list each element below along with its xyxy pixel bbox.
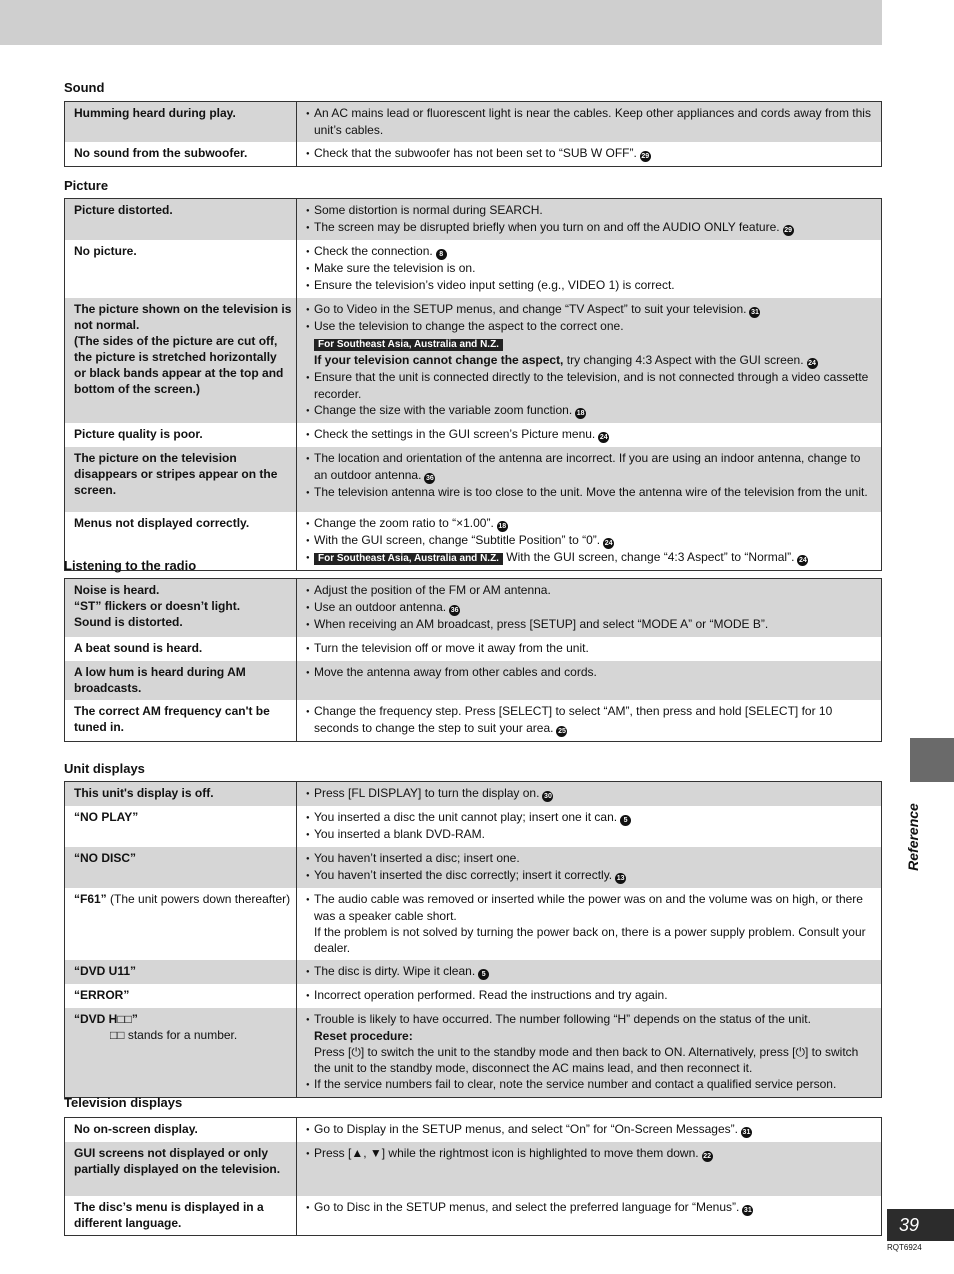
remedy-cell: ● Move the antenna away from other cables and cords. xyxy=(297,661,882,700)
page-ref-icon: 8 xyxy=(436,249,447,260)
table-row xyxy=(65,984,882,1008)
table-row xyxy=(65,423,882,447)
section-title-tv: Television displays xyxy=(64,1095,183,1110)
symptom-cell: “F61” (The unit powers down thereafter) xyxy=(65,888,297,960)
document-code: RQT6924 xyxy=(887,1243,922,1252)
table-row xyxy=(65,447,882,512)
symptom-cell: “NO PLAY” xyxy=(65,806,297,847)
table-row xyxy=(65,661,882,700)
page-ref-icon: 13 xyxy=(616,875,625,882)
reference-tab-block xyxy=(910,738,954,782)
symptom-cell: The picture shown on the television is not normal. (The sides of the picture are cut off, the picture is stretched horizontally or black bands appear at the top and bottom of the screen.) xyxy=(65,298,297,423)
remedy-cell: ● Press [FL DISPLAY] to turn the display on. 30 xyxy=(297,782,882,807)
remedy-cell: ● Check that the subwoofer has not been set to “SUB W OFF”. 29 xyxy=(297,142,882,167)
page-ref-icon: 24 xyxy=(808,360,816,367)
section-title-unit: Unit displays xyxy=(64,761,145,776)
table-radio xyxy=(64,578,882,742)
symptom-cell: “DVD U11” xyxy=(65,960,297,984)
remedy-cell: ● The audio cable was removed or inserted while the power was on and the volume was on high, or there was a speaker cable short. If the problem is not solved by turning the power back on, there is a power supply problem. Consult your dealer. xyxy=(297,888,882,960)
page-ref-icon: 31 xyxy=(742,1129,751,1136)
section-title-sound: Sound xyxy=(64,80,105,95)
remedy-cell: ● You haven’t inserted a disc; insert one. ● You haven’t inserted the disc correctly; insert it correctly. 13 xyxy=(297,847,882,888)
symptom-cell: Picture distorted. xyxy=(65,199,297,241)
symptom-cell: Noise is heard. “ST” flickers or doesn’t light. Sound is distorted. xyxy=(65,579,297,638)
table-picture xyxy=(64,198,882,571)
page-ref-icon: 30 xyxy=(544,793,552,800)
page-ref-icon: 5 xyxy=(478,969,489,980)
remedy-cell: ● Trouble is likely to have occurred. The number following “H” depends on the status of the unit. Reset procedure: Press [⏻] to switch the unit to the standby mode and then back to ON. Alternatively, press [⏻] to switch the unit to the standby mode, disconnect the AC mains lead, and then reconnect it. ● If the service numbers fail to clear, note the service number and contact a qualified service person. xyxy=(297,1008,882,1098)
table-row xyxy=(65,700,882,742)
table-row xyxy=(65,847,882,888)
remedy-cell: ● Check the connection. 8 ● Make sure the television is on. ● Ensure the television’s video input setting (e.g., VIDEO 1) is correct. xyxy=(297,240,882,298)
symptom-cell: Menus not displayed correctly. xyxy=(65,512,297,571)
symptom-cell: Humming heard during play. xyxy=(65,102,297,143)
section-title-picture: Picture xyxy=(64,178,109,193)
page-ref-icon: 22 xyxy=(703,1153,711,1160)
remedy-cell: ● Adjust the position of the FM or AM antenna. ● Use an outdoor antenna. 36 ● When receiving an AM broadcast, press [SETUP] and select “MODE A” or “MODE B”. xyxy=(297,579,882,638)
header-bar xyxy=(0,0,882,45)
table-row xyxy=(65,1196,882,1236)
symptom-cell: “ERROR” xyxy=(65,984,297,1008)
page-ref-icon: 5 xyxy=(620,815,631,826)
remedy-cell: ● You inserted a disc the unit cannot play; insert one it can. 5 ● You inserted a blank DVD-RAM. xyxy=(297,806,882,847)
section-title-radio: Listening to the radio xyxy=(64,558,197,573)
table-unit xyxy=(64,781,882,1098)
table-row xyxy=(65,199,882,241)
page-ref-icon: 25 xyxy=(558,728,566,735)
remedy-cell: ● Press [▲, ▼] while the rightmost icon is highlighted to move them down. 22 xyxy=(297,1142,882,1196)
remedy-cell: ● Check the settings in the GUI screen’s Picture menu. 24 xyxy=(297,423,882,447)
symptom-cell: The picture on the television disappears or stripes appear on the screen. xyxy=(65,447,297,512)
page-ref-icon: 31 xyxy=(743,1207,752,1214)
table-row xyxy=(65,142,882,167)
region-tag: For Southeast Asia, Australia and N.Z. xyxy=(314,553,503,565)
symptom-cell: This unit's display is off. xyxy=(65,782,297,807)
remedy-cell: ● Go to Display in the SETUP menus, and select “On” for “On-Screen Messages”. 31 xyxy=(297,1118,882,1143)
page-ref-icon: 18 xyxy=(576,410,585,417)
symptom-cell: No picture. xyxy=(65,240,297,298)
symptom-cell: Picture quality is poor. xyxy=(65,423,297,447)
remedy-cell: ● Incorrect operation performed. Read the instructions and try again. xyxy=(297,984,882,1008)
table-row xyxy=(65,960,882,984)
table-row xyxy=(65,888,882,960)
remedy-cell: ● An AC mains lead or fluorescent light is near the cables. Keep other appliances and cords away from this unit’s cables. xyxy=(297,102,882,143)
table-row xyxy=(65,806,882,847)
table-row xyxy=(65,1118,882,1143)
remedy-cell: ● Turn the television off or move it away from the unit. xyxy=(297,637,882,661)
table-row xyxy=(65,1142,882,1196)
page-ref-icon: 24 xyxy=(599,434,608,441)
symptom-cell: No on-screen display. xyxy=(65,1118,297,1143)
remedy-cell: ● Some distortion is normal during SEARCH. ● The screen may be disrupted briefly when you turn on and off the AUDIO ONLY feature. 29 xyxy=(297,199,882,241)
page-ref-icon: 31 xyxy=(751,309,759,316)
table-tv xyxy=(64,1117,882,1236)
page-ref-icon: 29 xyxy=(641,153,650,160)
symptom-cell: “DVD H□□” □□ stands for a number. xyxy=(65,1008,297,1098)
table-row xyxy=(65,240,882,298)
side-label: Reference xyxy=(905,803,921,871)
page-ref-icon: 24 xyxy=(799,557,807,564)
table-row xyxy=(65,637,882,661)
symptom-cell: The correct AM frequency can't be tuned in. xyxy=(65,700,297,742)
table-row xyxy=(65,298,882,423)
region-tag: For Southeast Asia, Australia and N.Z. xyxy=(314,339,503,351)
remedy-cell: ● Change the zoom ratio to “×1.00”. 18 ● With the GUI screen, change “Subtitle Position” to “0”. 24 ● For Southeast Asia, Australia and N.Z. With the GUI screen, change “4:3 Aspect” to “Normal”. 24 xyxy=(297,512,882,571)
remedy-cell: ● The location and orientation of the antenna are incorrect. If you are using an indoor antenna, change to an outdoor antenna. 36 ● The television antenna wire is too close to the unit. Move the antenna wire of the television from the unit. xyxy=(297,447,882,512)
symptom-cell: “NO DISC” xyxy=(65,847,297,888)
table-row xyxy=(65,579,882,638)
page-ref-icon: 29 xyxy=(784,227,792,234)
page-ref-icon: 36 xyxy=(450,607,459,614)
remedy-cell: ● Go to Video in the SETUP menus, and change “TV Aspect” to suit your television. 31 ● Use the television to change the aspect to the correct one. For Southeast Asia, Australia and N.Z. If your television cannot change the aspect, try changing 4:3 Aspect with the GUI screen. 24 ● Ensure that the unit is connected directly to the television, and is not connected through a video cassette recorder. ● Change the size with the variable zoom function. 18 xyxy=(297,298,882,423)
remedy-cell: ● Go to Disc in the SETUP menus, and select the preferred language for “Menus”. 31 xyxy=(297,1196,882,1236)
page-ref-icon: 24 xyxy=(604,540,613,547)
symptom-cell: The disc’s menu is displayed in a different language. xyxy=(65,1196,297,1236)
page-number: 39 xyxy=(887,1209,954,1241)
symptom-cell: No sound from the subwoofer. xyxy=(65,142,297,167)
table-row xyxy=(65,102,882,143)
remedy-cell: ● Change the frequency step. Press [SELECT] to select “AM”, then press and hold [SELECT] for 10 seconds to change the step to suit your area. 25 xyxy=(297,700,882,742)
page-ref-icon: 18 xyxy=(498,523,507,530)
table-row xyxy=(65,782,882,807)
remedy-cell: ● The disc is dirty. Wipe it clean. 5 xyxy=(297,960,882,984)
table-row xyxy=(65,1008,882,1098)
symptom-cell: A low hum is heard during AM broadcasts. xyxy=(65,661,297,700)
page-ref-icon: 36 xyxy=(426,475,434,482)
table-sound xyxy=(64,101,882,167)
symptom-cell: GUI screens not displayed or only partially displayed on the television. xyxy=(65,1142,297,1196)
symptom-cell: A beat sound is heard. xyxy=(65,637,297,661)
